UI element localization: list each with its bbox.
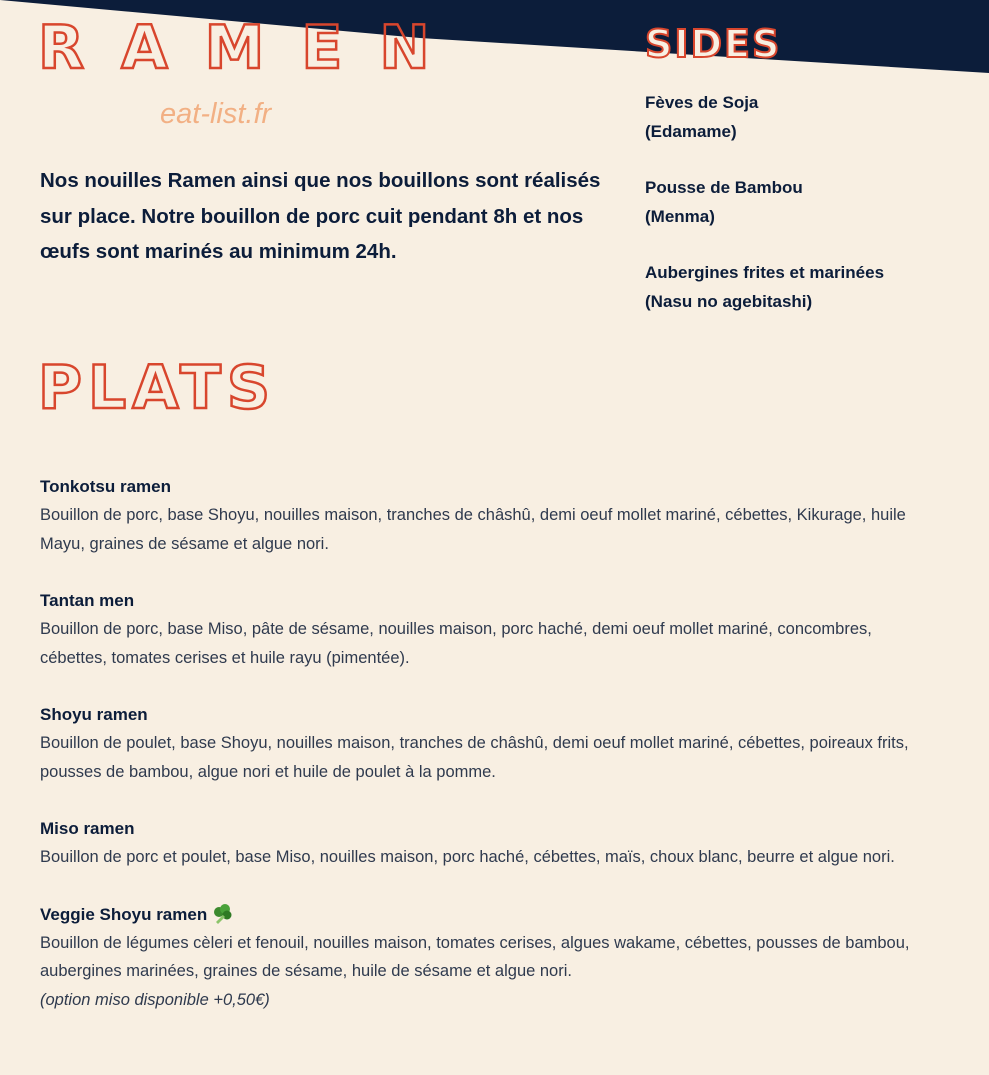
dish-item xyxy=(40,472,940,558)
dish-description: Bouillon de porc, base Shoyu, nouilles maison, tranches de châshû, demi oeuf mollet mariné, cébettes, Kikurage, huile Mayu, graines de sésame et algue nori. xyxy=(40,506,906,553)
plats-heading: PLATS xyxy=(38,353,277,423)
watermark: eat-list.fr xyxy=(160,98,272,130)
side-item-japanese-name: (Nasu no agebitashi) xyxy=(645,291,813,311)
broccoli-icon xyxy=(212,904,234,924)
dish-name: Miso ramen xyxy=(40,819,135,838)
intro-text: Nos nouilles Ramen ainsi que nos bouillons sont réalisés sur place. Notre bouillon de porc cuit pendant 8h et nos œufs sont marinés au minimum 24h. xyxy=(40,169,601,263)
dish-name: Veggie Shoyu ramen xyxy=(40,904,208,924)
side-item xyxy=(645,89,975,146)
dish-name: Tonkotsu ramen xyxy=(40,477,171,496)
dish-description: Bouillon de légumes cèleri et fenouil, nouilles maison, tomates cerises, algues wakame, cébettes, pousses de bambou, aubergines marinées, graines de sésame, huile de sésame et algue nori. xyxy=(40,933,910,980)
dish-description: Bouillon de poulet, base Shoyu, nouilles maison, tranches de châshû, demi oeuf mollet mariné, cébettes, poireaux frits, pousses de bambou, algue nori et huile de poulet à la pomme. xyxy=(40,734,909,781)
side-item-name: Fèves de Soja xyxy=(645,93,759,112)
dish-description: Bouillon de porc, base Miso, pâte de sésame, nouilles maison, porc haché, demi oeuf mollet mariné, concombres, cébettes, tomates cerises et huile rayu (pimentée). xyxy=(40,620,872,667)
side-item-japanese-name: (Edamame) xyxy=(645,121,737,141)
dish-name: Tantan men xyxy=(40,591,135,610)
dish-name-row xyxy=(40,900,940,929)
dish-name: Shoyu ramen xyxy=(40,705,148,724)
dish-item xyxy=(40,814,940,872)
side-item xyxy=(645,174,975,231)
sides-list xyxy=(645,89,975,344)
dish-item xyxy=(40,586,940,672)
sides-heading: SIDES xyxy=(645,22,782,66)
dish-option-note: (option miso disponible +0,50€) xyxy=(40,990,270,1009)
side-item-japanese-name: (Menma) xyxy=(645,206,715,226)
page-title: RAMEN xyxy=(38,13,467,83)
side-item-name: Aubergines frites et marinées xyxy=(645,263,885,282)
dish-item xyxy=(40,900,940,1015)
dish-item xyxy=(40,700,940,786)
dish-description: Bouillon de porc et poulet, base Miso, nouilles maison, porc haché, cébettes, maïs, choux blanc, beurre et algue nori. xyxy=(40,848,895,866)
side-item xyxy=(645,259,975,316)
side-item-name: Pousse de Bambou xyxy=(645,178,803,197)
plats-list xyxy=(40,472,940,1042)
